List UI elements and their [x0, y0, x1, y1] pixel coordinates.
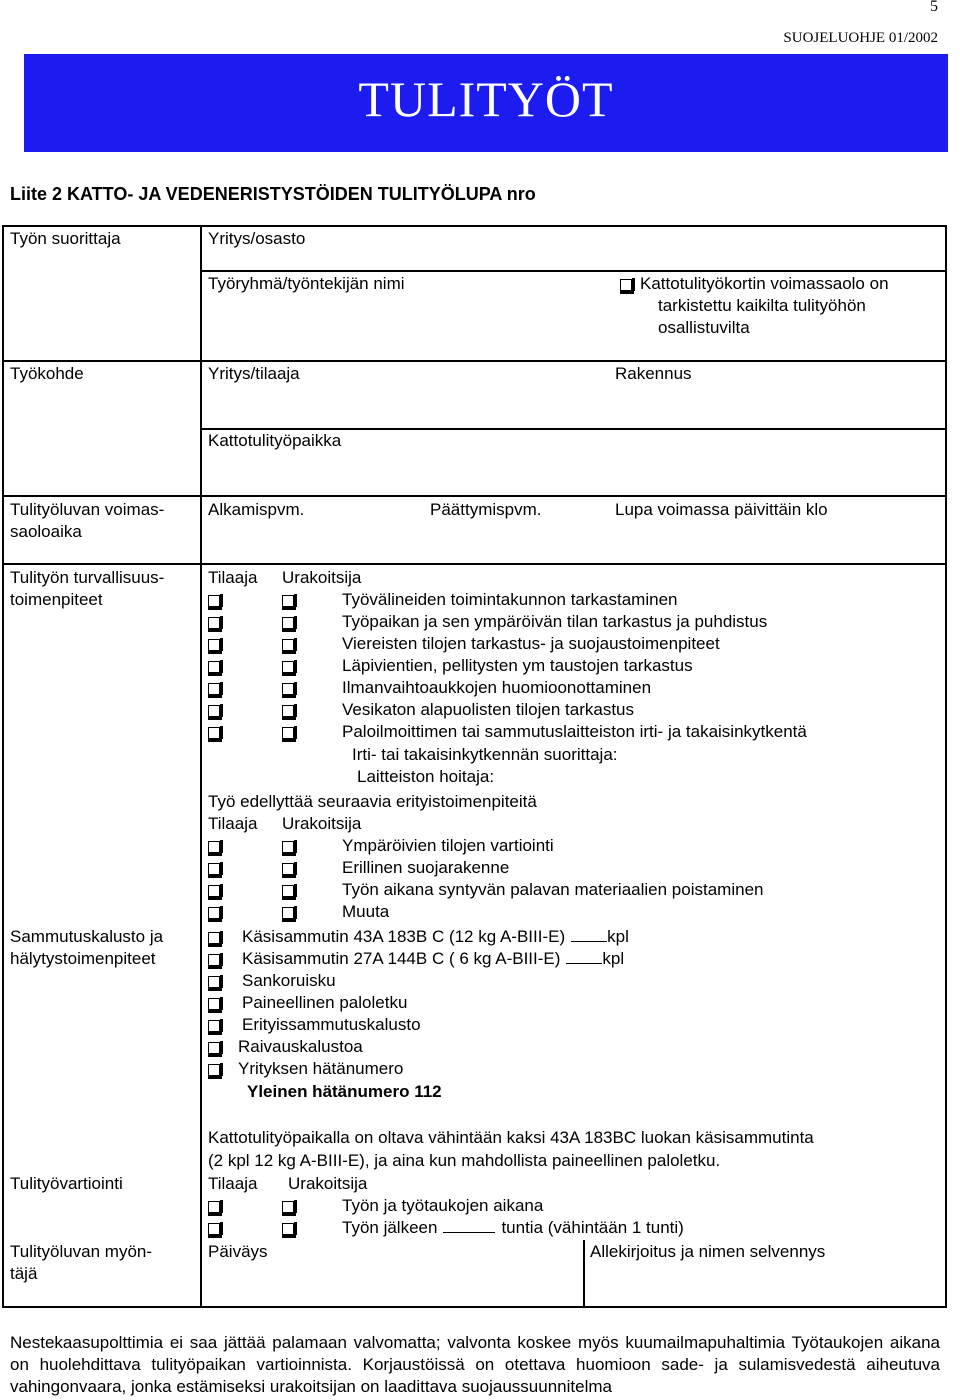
equipment-row[interactable]	[208, 1015, 421, 1035]
special-row[interactable]	[208, 858, 509, 878]
safety-item: Työpaikan ja sen ympäröivän tilan tarkastus ja puhdistus	[342, 612, 768, 631]
extinguisher-row[interactable]	[208, 949, 624, 969]
unit-label: kpl	[602, 949, 625, 968]
contractor-checkbox-icon[interactable]	[282, 705, 294, 717]
contractor-checkbox-icon[interactable]	[282, 661, 294, 673]
client-checkbox-icon[interactable]	[208, 705, 220, 717]
watch-after-hours: tuntia (vähintään 1 tunti)	[501, 1218, 684, 1237]
special-heading: Työ edellyttää seuraavia erityistoimenpiteitä	[208, 792, 537, 811]
safety-item: Viereisten tilojen tarkastus- ja suojaustoimenpiteet	[342, 634, 720, 653]
safety-row[interactable]	[208, 700, 634, 720]
special-item: Ympäröivien tilojen vartiointi	[342, 836, 554, 855]
client-checkbox-icon[interactable]	[208, 1223, 220, 1235]
contractor-checkbox-icon[interactable]	[282, 617, 294, 629]
special-col-contractor: Urakoitsija	[282, 814, 362, 833]
checkbox-icon[interactable]	[208, 954, 220, 966]
client-checkbox-icon[interactable]	[208, 863, 220, 875]
watch-after: Työn jälkeen	[342, 1218, 438, 1237]
contractor-checkbox-icon[interactable]	[282, 595, 294, 607]
label-kohde: Työkohde	[10, 364, 84, 383]
safety-item: Ilmanvaihtoaukkojen huomioonottaminen	[342, 678, 652, 697]
client-checkbox-icon[interactable]	[208, 841, 220, 853]
safety-row[interactable]	[208, 722, 807, 742]
client-checkbox-icon[interactable]	[208, 595, 220, 607]
safety-row[interactable]	[208, 612, 767, 632]
label-tekija: Työn suorittaja	[10, 229, 121, 248]
equipment-item: Yrityksen hätänumero	[238, 1059, 404, 1078]
checkbox-icon[interactable]	[208, 1042, 220, 1054]
special-item: Muuta	[342, 902, 390, 921]
card-check-line3: osallistuvilta	[658, 318, 750, 337]
field-disconnector[interactable]: Irti- tai takaisinkytkennän suorittaja:	[352, 745, 618, 764]
card-check[interactable]	[620, 274, 889, 294]
extinguisher-item: Käsisammutin 43A 183B C (12 kg A-BIII-E)	[242, 927, 566, 946]
col-contractor: Urakoitsija	[282, 568, 362, 587]
checkbox-icon[interactable]	[208, 998, 220, 1010]
extinguisher-item: Käsisammutin 27A 144B C ( 6 kg A-BIII-E)	[242, 949, 561, 968]
safety-row[interactable]	[208, 678, 651, 698]
label-turvallisuus-1: Tulityön turvallisuus-	[10, 568, 165, 587]
checkbox-icon[interactable]	[208, 1064, 220, 1076]
contractor-checkbox-icon[interactable]	[282, 1201, 294, 1213]
col-client: Tilaaja	[208, 568, 258, 587]
card-check-line2: tarkistettu kaikilta tulityöhön	[658, 296, 866, 315]
equipment-row[interactable]	[208, 1059, 403, 1079]
client-checkbox-icon[interactable]	[208, 907, 220, 919]
equipment-item: Sankoruisku	[242, 971, 336, 990]
field-client[interactable]: Yritys/tilaaja	[208, 364, 300, 383]
field-end-date[interactable]: Päättymispvm.	[430, 500, 542, 519]
watch-col-client: Tilaaja	[208, 1174, 258, 1193]
label-turvallisuus-2: toimenpiteet	[10, 590, 103, 609]
safety-row[interactable]	[208, 590, 677, 610]
contractor-checkbox-icon[interactable]	[282, 841, 294, 853]
safety-item: Vesikaton alapuolisten tilojen tarkastus	[342, 700, 635, 719]
label-sammutus-1: Sammutuskalusto ja	[10, 927, 164, 946]
special-col-client: Tilaaja	[208, 814, 258, 833]
contractor-checkbox-icon[interactable]	[282, 683, 294, 695]
special-item: Työn aikana syntyvän palavan materiaalien poistaminen	[342, 880, 764, 899]
emergency-number: Yleinen hätänumero 112	[247, 1082, 442, 1101]
equipment-row[interactable]	[208, 993, 407, 1013]
checkbox-icon[interactable]	[620, 279, 632, 291]
field-daily-time[interactable]: Lupa voimassa päivittäin klo	[615, 500, 828, 519]
extinguisher-note-2: (2 kpl 12 kg A-BIII-E), ja aina kun mahdollista paineellinen paloletku.	[208, 1151, 721, 1170]
quantity-blank[interactable]	[571, 941, 607, 942]
watch-during: Työn ja työtaukojen aikana	[342, 1196, 544, 1215]
label-vartiointi: Tulityövartiointi	[10, 1174, 123, 1193]
label-myontaja-2: täjä	[10, 1264, 38, 1283]
client-checkbox-icon[interactable]	[208, 639, 220, 651]
title-banner	[24, 54, 948, 152]
client-checkbox-icon[interactable]	[208, 1201, 220, 1213]
safety-row[interactable]	[208, 656, 693, 676]
extinguisher-row[interactable]	[208, 927, 629, 947]
banner-title: TULITYÖT	[358, 71, 614, 127]
field-system-keeper[interactable]: Laitteiston hoitaja:	[357, 767, 495, 786]
special-row[interactable]	[208, 880, 763, 900]
client-checkbox-icon[interactable]	[208, 683, 220, 695]
special-row[interactable]	[208, 902, 389, 922]
field-signature[interactable]: Allekirjoitus ja nimen selvennys	[590, 1242, 826, 1261]
form-heading: Liite 2 KATTO- JA VEDENERISTYSTÖIDEN TULITYÖLUPA nro	[10, 184, 536, 204]
field-location[interactable]: Kattotulityöpaikka	[208, 431, 342, 450]
label-voimassa-2: saoloaika	[10, 522, 82, 541]
contractor-checkbox-icon[interactable]	[282, 863, 294, 875]
hours-blank[interactable]	[443, 1232, 495, 1233]
label-voimassa-1: Tulityöluvan voimas-	[10, 500, 165, 519]
field-start-date[interactable]: Alkamispvm.	[208, 500, 305, 519]
client-checkbox-icon[interactable]	[208, 661, 220, 673]
field-worker[interactable]: Työryhmä/työntekijän nimi	[208, 274, 405, 293]
watch-row[interactable]	[208, 1196, 543, 1216]
footer-note: Nestekaasupolttimia ei saa jättää palamaan valvomatta; valvonta koskee myös kuumailmapuhaltimia Työtaukojen aikana on huolehdittava tulityöpaikan vartioinnista. Korjaustöissä on otettava huomioon sade- ja sulamisvedestä aiheutuva vahingonvaara, jonka estämiseksi urakoitsijan on laadittava suojaussuunnitelma	[10, 1333, 940, 1396]
contractor-checkbox-icon[interactable]	[282, 1223, 294, 1235]
field-building[interactable]: Rakennus	[615, 364, 692, 383]
extinguisher-note-1: Kattotulityöpaikalla on oltava vähintään kaksi 43A 183BC luokan käsisammutinta	[208, 1128, 814, 1147]
equipment-row[interactable]	[208, 1037, 363, 1057]
contractor-checkbox-icon[interactable]	[282, 885, 294, 897]
special-row[interactable]	[208, 836, 554, 856]
client-checkbox-icon[interactable]	[208, 885, 220, 897]
safety-row[interactable]	[208, 634, 720, 654]
client-checkbox-icon[interactable]	[208, 617, 220, 629]
field-company[interactable]: Yritys/osasto	[208, 229, 306, 248]
unit-label: kpl	[607, 927, 629, 946]
document-code: SUOJELUOHJE 01/2002	[783, 30, 938, 46]
equipment-item: Erityissammutuskalusto	[242, 1015, 421, 1034]
safety-item: Läpivientien, pellitysten ym taustojen tarkastus	[342, 656, 693, 675]
contractor-checkbox-icon[interactable]	[282, 907, 294, 919]
card-check-line1: Kattotulityökortin voimassaolo on	[640, 274, 889, 293]
label-myontaja-1: Tulityöluvan myön-	[10, 1242, 153, 1261]
contractor-checkbox-icon[interactable]	[282, 727, 294, 739]
client-checkbox-icon[interactable]	[208, 727, 220, 739]
checkbox-icon[interactable]	[208, 976, 220, 988]
equipment-item: Raivauskalustoa	[238, 1037, 363, 1056]
field-date[interactable]: Päiväys	[208, 1242, 268, 1261]
watch-row[interactable]	[208, 1218, 684, 1238]
equipment-row[interactable]	[208, 971, 336, 991]
contractor-checkbox-icon[interactable]	[282, 639, 294, 651]
special-item: Erillinen suojarakenne	[342, 858, 510, 877]
page-number: 5	[930, 0, 938, 15]
checkbox-icon[interactable]	[208, 1020, 220, 1032]
safety-item: Paloilmoittimen tai sammutuslaitteiston irti- ja takaisinkytkentä	[342, 722, 807, 741]
quantity-blank[interactable]	[566, 963, 602, 964]
checkbox-icon[interactable]	[208, 932, 220, 944]
watch-col-contractor: Urakoitsija	[288, 1174, 368, 1193]
label-sammutus-2: hälytystoimenpiteet	[10, 949, 156, 968]
equipment-item: Paineellinen paloletku	[242, 993, 408, 1012]
safety-item: Työvälineiden toimintakunnon tarkastaminen	[342, 590, 678, 609]
